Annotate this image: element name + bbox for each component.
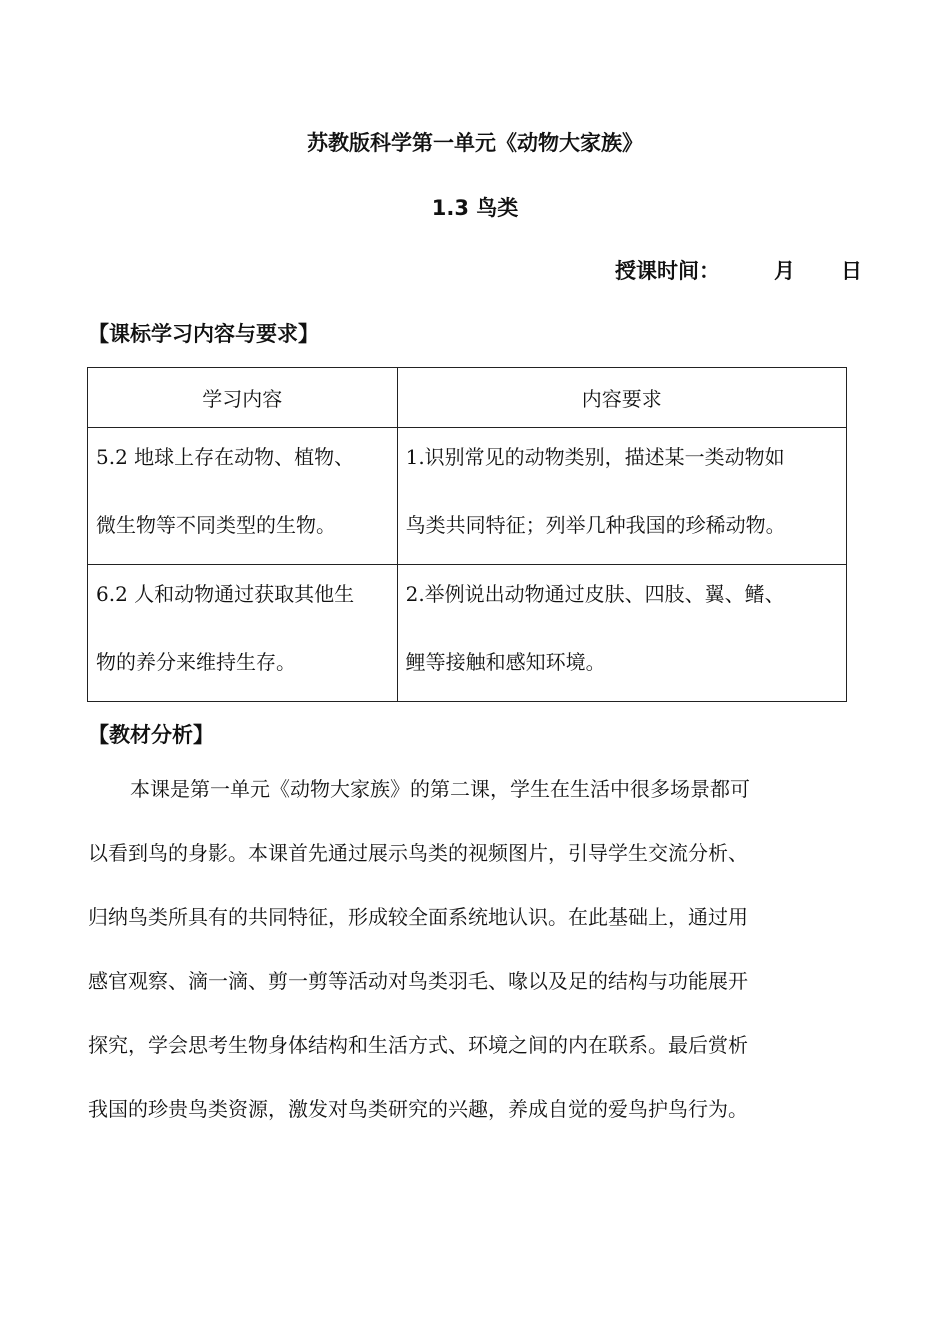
cell-line: 1.识别常见的动物类别，描述某一类动物如	[405, 445, 785, 469]
cell-line: 鲤等接触和感知环境。	[405, 650, 606, 674]
table-header-cell: 内容要求	[397, 368, 846, 428]
paragraph-line: 本课是第一单元《动物大家族》的第二课，学生在生活中很多场景都可	[130, 777, 750, 801]
paragraph-line: 归纳鸟类所具有的共同特征，形成较全面系统地认识。在此基础上，通过用	[88, 905, 748, 929]
table-cell-requirement	[397, 428, 846, 565]
curriculum-heading: 【课标学习内容与要求】	[88, 322, 319, 346]
date-label: 授课时间：	[615, 259, 720, 283]
table-header-cell: 学习内容	[88, 368, 398, 428]
cell-line: 微生物等不同类型的生物。	[96, 513, 336, 537]
table-row	[88, 565, 847, 702]
lesson-subtitle: 1.3 鸟类	[431, 196, 519, 220]
table-cell-content	[88, 428, 398, 565]
cell-line: 5.2 地球上存在动物、植物、	[96, 445, 355, 469]
day-label: 日	[841, 259, 862, 283]
paragraph-line: 感官观察、滴一滴、剪一剪等活动对鸟类羽毛、喙以及足的结构与功能展开	[88, 969, 748, 993]
paragraph-line: 我国的珍贵鸟类资源，激发对鸟类研究的兴趣，养成自觉的爱鸟护鸟行为。	[88, 1097, 748, 1121]
paragraph-line: 探究，学会思考生物身体结构和生活方式、环境之间的内在联系。最后赏析	[88, 1033, 748, 1057]
analysis-heading: 【教材分析】	[88, 723, 214, 747]
curriculum-table	[87, 367, 847, 702]
cell-line: 鸟类共同特征；列举几种我国的珍稀动物。	[405, 513, 786, 537]
paragraph-line: 以看到鸟的身影。本课首先通过展示鸟类的视频图片，引导学生交流分析、	[88, 841, 748, 865]
table-cell-requirement	[397, 565, 846, 702]
month-label: 月	[774, 259, 795, 283]
analysis-paragraph	[88, 774, 864, 1158]
teaching-date-line	[615, 255, 862, 285]
table-cell-content	[88, 565, 398, 702]
table-row	[88, 428, 847, 565]
cell-line: 2.举例说出动物通过皮肤、四肢、翼、鳍、	[405, 582, 785, 606]
table-header-row	[88, 368, 847, 428]
cell-line: 物的养分来维持生存。	[96, 650, 296, 674]
document-title: 苏教版科学第一单元《动物大家族》	[307, 131, 643, 155]
cell-line: 6.2 人和动物通过获取其他生	[96, 582, 355, 606]
